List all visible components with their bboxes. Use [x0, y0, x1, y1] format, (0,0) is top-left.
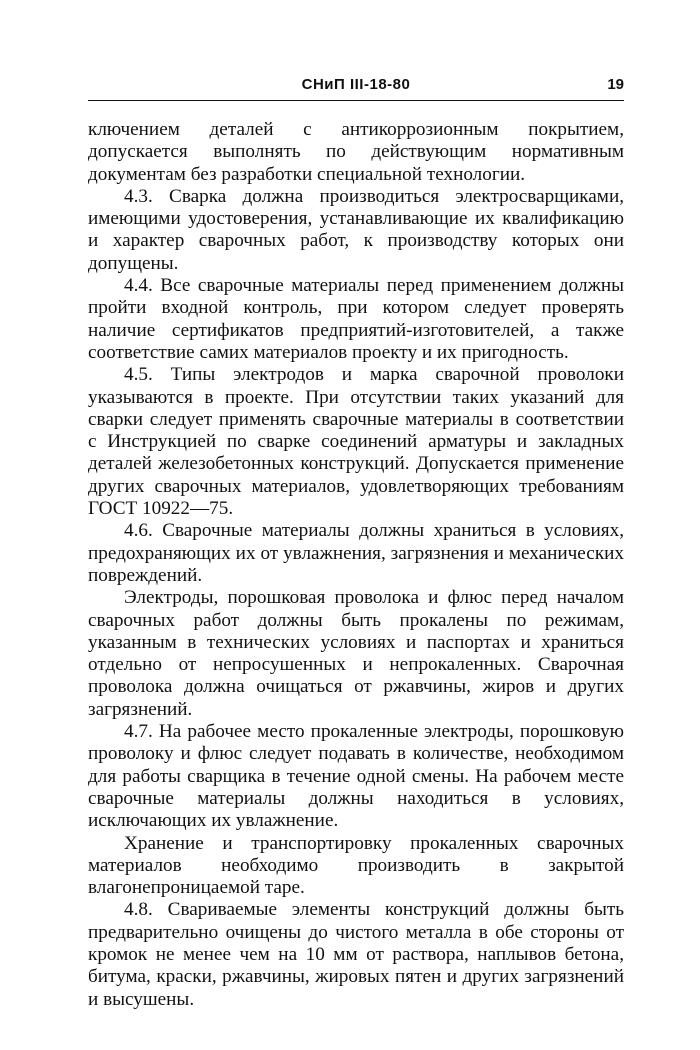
- clause-4-3: [88, 186, 624, 275]
- clause-4-5: [88, 364, 624, 520]
- clause-number: 4.5.: [124, 364, 153, 386]
- clause-4-8: [88, 899, 624, 1010]
- clause-number: 4.7.: [124, 721, 153, 743]
- paragraph-electrodes: [88, 587, 624, 721]
- paragraph-text: Электроды, порошковая проволока и флюс перед началом сварочных работ должны быть прокалены по режимам, указанным в технических условиях и паспортах и храниться отдельно от непросушенных и непрокаленных. Сварочная проволока должна очищаться от ржавчины, жиров и других загрязнений.: [88, 587, 624, 720]
- clause-text: Все сварочные материалы перед применением должны пройти входной контроль, при котором следует проверять наличие сертификатов предприятий-изготовителей, а также соответствие самих материалов проекту и их пригодность.: [88, 275, 624, 363]
- page-header: [88, 70, 624, 101]
- clause-text: Сварка должна производиться электросварщиками, имеющими удостоверения, устанавливающие их квалификацию и характер сварочных работ, к производству которых они допущены.: [88, 185, 625, 274]
- running-head: СНиП III-18-80: [301, 76, 411, 93]
- paragraph-text: Хранение и транспортировку прокаленных сварочных материалов необходимо производить в закрытой влагонепроницаемой таре.: [88, 832, 624, 899]
- clause-number: 4.3.: [124, 185, 153, 207]
- page-number: 19: [607, 76, 624, 93]
- clause-number: 4.6.: [124, 520, 153, 542]
- paragraph-continuation: [88, 119, 624, 186]
- clause-text: Сварочные материалы должны храниться в условиях, предохраняющих их от увлажнения, загрязнения и механических повреждений.: [88, 520, 624, 586]
- clause-4-7: [88, 721, 624, 832]
- document-body: [88, 119, 624, 1011]
- clause-4-6: [88, 520, 624, 587]
- clause-text: Типы электродов и марка сварочной проволоки указываются в проекте. При отсутствии таких указаний для сварки следует применять сварочные материалы в соответствии с Инструкцией по сварке соединений арматуры и закладных деталей железобетонных конструкций. Допускается применение других сварочных материалов, удовлетворяющих требованиям ГОСТ 10922—75.: [88, 364, 625, 520]
- clause-number: 4.8.: [124, 899, 153, 921]
- clause-number: 4.4.: [124, 275, 153, 297]
- clause-text: Свариваемые элементы конструкций должны быть предварительно очищены до чистого металла в обе стороны от кромок не менее чем на 10 мм от раствора, наплывов бетона, битума, краски, ржавчины, жировых пятен и других загрязнений и высушены.: [88, 899, 624, 1010]
- clause-text: На рабочее место прокаленные электроды, порошковую проволоку и флюс следует подавать в количестве, необходимом для работы сварщика в течение одной смены. На рабочем месте сварочные материалы должны находиться в условиях, исключающих их увлажнение.: [88, 721, 624, 832]
- paragraph-text: ключением деталей с антикоррозионным покрытием, допускается выполнять по действующим нормативным документам без разработки специальной технологии.: [88, 119, 624, 185]
- paragraph-storage: [88, 833, 624, 900]
- document-page: [88, 70, 624, 1011]
- clause-4-4: [88, 275, 624, 364]
